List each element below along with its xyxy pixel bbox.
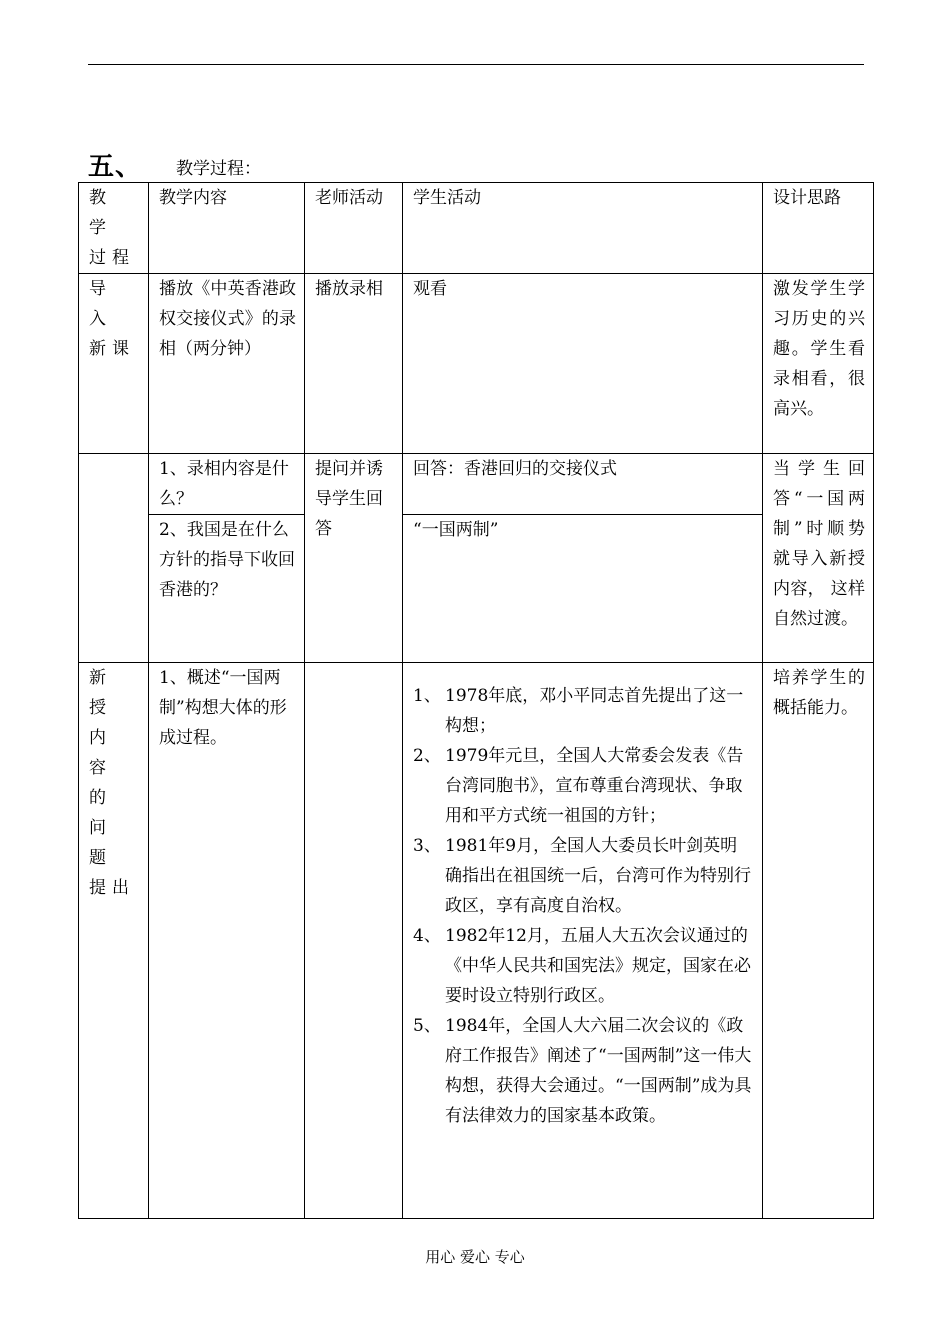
row4-content: 1、概述“一国两制”构想大体的形成过程。: [149, 663, 305, 1219]
header-content: 教学内容: [149, 183, 305, 274]
row1-student: 观看: [403, 274, 763, 454]
header-student: 学生活动: [403, 183, 763, 274]
row2-design: 当学生回答“一国两制”时顺势就导入新授内容， 这样自然过渡。: [763, 454, 874, 663]
list-item: 5、 1984年，全国人大六届二次会议的《政府工作报告》阐述了“一国两制”这一伟大构想，获得大会通过。“一国两制”成为具有法律效力的国家基本政策。: [413, 1016, 752, 1126]
table-row: [79, 454, 874, 515]
header-rule: [88, 64, 864, 65]
table-row: [79, 515, 874, 663]
row4-design: 培养学生的概括能力。: [763, 663, 874, 1219]
row1-design: 激发学生学习历史的兴趣。学生看录相看，很高兴。: [763, 274, 874, 454]
table-row: [79, 663, 874, 1219]
table-header-row: [79, 183, 874, 274]
row3-student: “一国两制”: [403, 515, 763, 663]
header-teacher: 老师活动: [305, 183, 403, 274]
table-row: [79, 274, 874, 454]
row2-content: 1、录相内容是什么？: [149, 454, 305, 515]
header-stage: 教 学 过程: [79, 183, 149, 274]
row1-teacher: 播放录相: [305, 274, 403, 454]
header-design: 设计思路: [763, 183, 874, 274]
row1-stage: 导 入 新课: [79, 274, 149, 454]
events-list: [413, 681, 754, 1131]
section-title: 教学过程：: [176, 159, 262, 179]
row2-stage-empty: [79, 454, 149, 663]
row4-stage: 新 授 内 容 的 问 题 提出: [79, 663, 149, 1219]
row4-student: [403, 663, 763, 1219]
list-item: 3、 1981年9月，全国人大委员长叶剑英明确指出在祖国统一后，台湾可作为特别行政区，享有高度自治权。: [413, 836, 751, 916]
list-item: 1、 1978年底，邓小平同志首先提出了这一构想；: [413, 686, 744, 736]
page-footer: 用心 爱心 专心: [425, 1248, 525, 1266]
row2-teacher: 提问并诱导学生回答: [305, 454, 403, 663]
row2-student: 回答：香港回归的交接仪式: [403, 454, 763, 515]
section-number: 五、: [88, 152, 143, 182]
lesson-table: [78, 182, 874, 1219]
list-item: 4、 1982年12月，五届人大五次会议通过的《中华人民共和国宪法》规定，国家在必要时设立特别行政区。: [413, 926, 751, 1006]
row3-content: 2、我国是在什么方针的指导下收回香港的？: [149, 515, 305, 663]
section-heading: [88, 148, 261, 182]
row4-teacher: [305, 663, 403, 1219]
row1-content: 播放《中英香港政权交接仪式》的录相（两分钟）: [149, 274, 305, 454]
list-item: 2、 1979年元旦，全国人大常委会发表《告台湾同胞书》，宣布尊重台湾现状、争取用和平方式统一祖国的方针；: [413, 746, 744, 826]
